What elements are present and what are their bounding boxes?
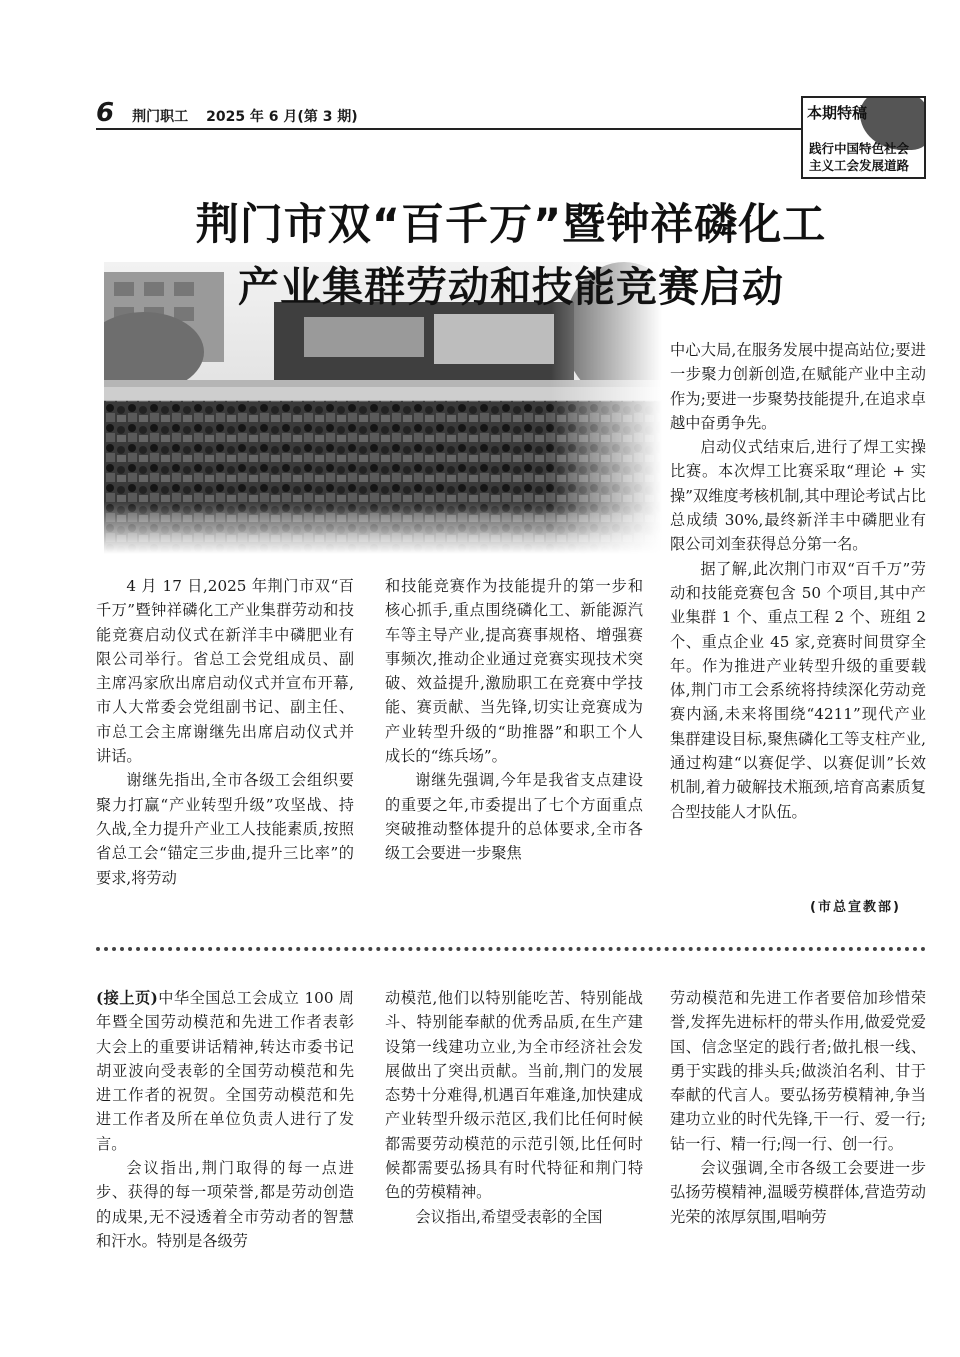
article-paragraph: 和技能竞赛作为技能提升的第一步和核心抓手,重点围绕磷化工、新能源汽车等主导产业,提高赛事规格、增强赛事频次,推动企业通过竞赛实现技术突破、效益提升,激励职工在竞赛中学技能、赛贡献、当先锋,切实让竞赛成为产业转型升级的“助推器”和职工个人成长的“练兵场”。 [385, 577, 643, 766]
publication-name: 荆门职工 [132, 109, 189, 125]
article-column-2 [385, 574, 643, 866]
continuation-column-1 [96, 986, 354, 1253]
article-paragraph: 会议指出,荆门取得的每一点进步、获得的每一项荣誉,都是劳动创造的成果,无不浸透着全市劳动者的智慧和汗水。特别是各级劳 [96, 1159, 354, 1250]
page-number: 6 [96, 98, 115, 128]
badge-motto-line-2: 主义工会发展道路 [809, 158, 910, 173]
article-paragraph: 动模范,他们以特别能吃苦、特别能战斗、特别能奉献的优秀品质,在生产建设第一线建功立业,为全市经济社会发展做出了突出贡献。当前,荆门的发展态势十分难得,机遇百年难逢,加快建成产业转型升级示范区,我们比任何时候都需要劳动模范的示范引领,比任何时候都需要弘扬具有时代特征和荆门特色的劳模精神。 [385, 989, 643, 1202]
issue-date: 2025 年 6 月(第 3 期) [206, 109, 358, 125]
article-column-1 [96, 574, 354, 890]
section-badge [801, 96, 926, 179]
article-paragraph: 会议强调,全市各级工会要进一步弘扬劳模精神,温暖劳模群体,营造劳动光荣的浓厚氛围,唱响劳 [670, 1159, 926, 1226]
continuation-text: 中华全国总工会成立 100 周年暨全国劳动模范和先进工作者表彰大会上的重要讲话精神,转达市委书记胡亚波向受表彰的全国劳动模范和先进工作者的祝贺。全国劳动模范和先进工作者及所在单位负责人进行了发言。 [96, 989, 354, 1153]
badge-motto-line-1: 践行中国特色社会 [809, 141, 910, 156]
article-paragraph: 会议指出,希望受表彰的全国 [415, 1207, 603, 1226]
article-paragraph: 中心大局,在服务发展中提高站位;要进一步聚力创新创造,在赋能产业中主动作为;要进一步聚势技能提升,在追求卓越中奋勇争先。 [670, 341, 926, 432]
headline-line-2: 产业集群劳动和技能竞赛启动 [238, 263, 784, 311]
continuation-column-3 [670, 986, 926, 1229]
page-header [96, 98, 358, 128]
headline-line-1: 荆门市双“百千万”暨钟祥磷化工 [195, 200, 827, 250]
article-paragraph: 启动仪式结束后,进行了焊工实操比赛。本次焊工比赛采取“理论 + 实操”双维度考核机制,其中理论考试占比总成绩 30%,最终新洋丰中磷肥业有限公司刘奎获得总分第一名。 [670, 438, 926, 554]
article-credit: (市总宣教部) [810, 900, 901, 915]
article-paragraph [96, 986, 354, 1156]
continuation-column-2 [385, 986, 643, 1229]
header-rule [96, 128, 801, 130]
headline [96, 196, 926, 316]
section-divider [96, 947, 926, 951]
continued-label: (接上页) [96, 989, 158, 1007]
badge-motto [809, 140, 909, 174]
article-paragraph: 谢继先指出,全市各级工会组织要聚力打赢“产业转型升级”攻坚战、持久战,全力提升产业工人技能素质,按照省总工会“锚定三步曲,提升三比率”的要求,将劳动 [96, 771, 354, 887]
article-paragraph: 劳动模范和先进工作者要倍加珍惜荣誉,发挥先进标杆的带头作用,做爱党爱国、信念坚定的践行者;做扎根一线、勇于实践的排头兵;做淡泊名利、甘于奉献的代言人。要弘扬劳模精神,争当建功立业的时代先锋,干一行、爱一行;钻一行、精一行;闯一行、创一行。 [670, 989, 926, 1153]
article-paragraph: 4 月 17 日,2025 年荆门市双“百千万”暨钟祥磷化工产业集群劳动和技能竞赛启动仪式在新洋丰中磷肥业有限公司举行。省总工会党组成员、副主席冯家欣出席启动仪式并宣布开幕,市人大常委会党组副书记、副主任、市总工会主席谢继先出席启动仪式并讲话。 [96, 577, 354, 766]
badge-tag: 本期特稿 [807, 104, 868, 122]
article-paragraph: 谢继先强调,今年是我省支点建设的重要之年,市委提出了七个方面重点突破推动整体提升的总体要求,全市各级工会要进一步聚焦 [385, 771, 643, 863]
article-paragraph: 据了解,此次荆门市双“百千万”劳动和技能竞赛包含 50 个项目,其中产业集群 1 个、重点工程 2 个、班组 2 个、重点企业 45 家,竞赛时间贯穿全年。作为推进产业转型升级的重要载体,荆门市工会系统将持续深化劳动竞赛内涵,未来将围绕“4211”现代产业集群建设目标,聚焦磷化工等支柱产业,通过构建“以赛促学、以赛促训”长效机制,着力破解技术瓶颈,培育高素质复合型技能人才队伍。 [670, 559, 926, 821]
article-column-3 [670, 338, 926, 824]
